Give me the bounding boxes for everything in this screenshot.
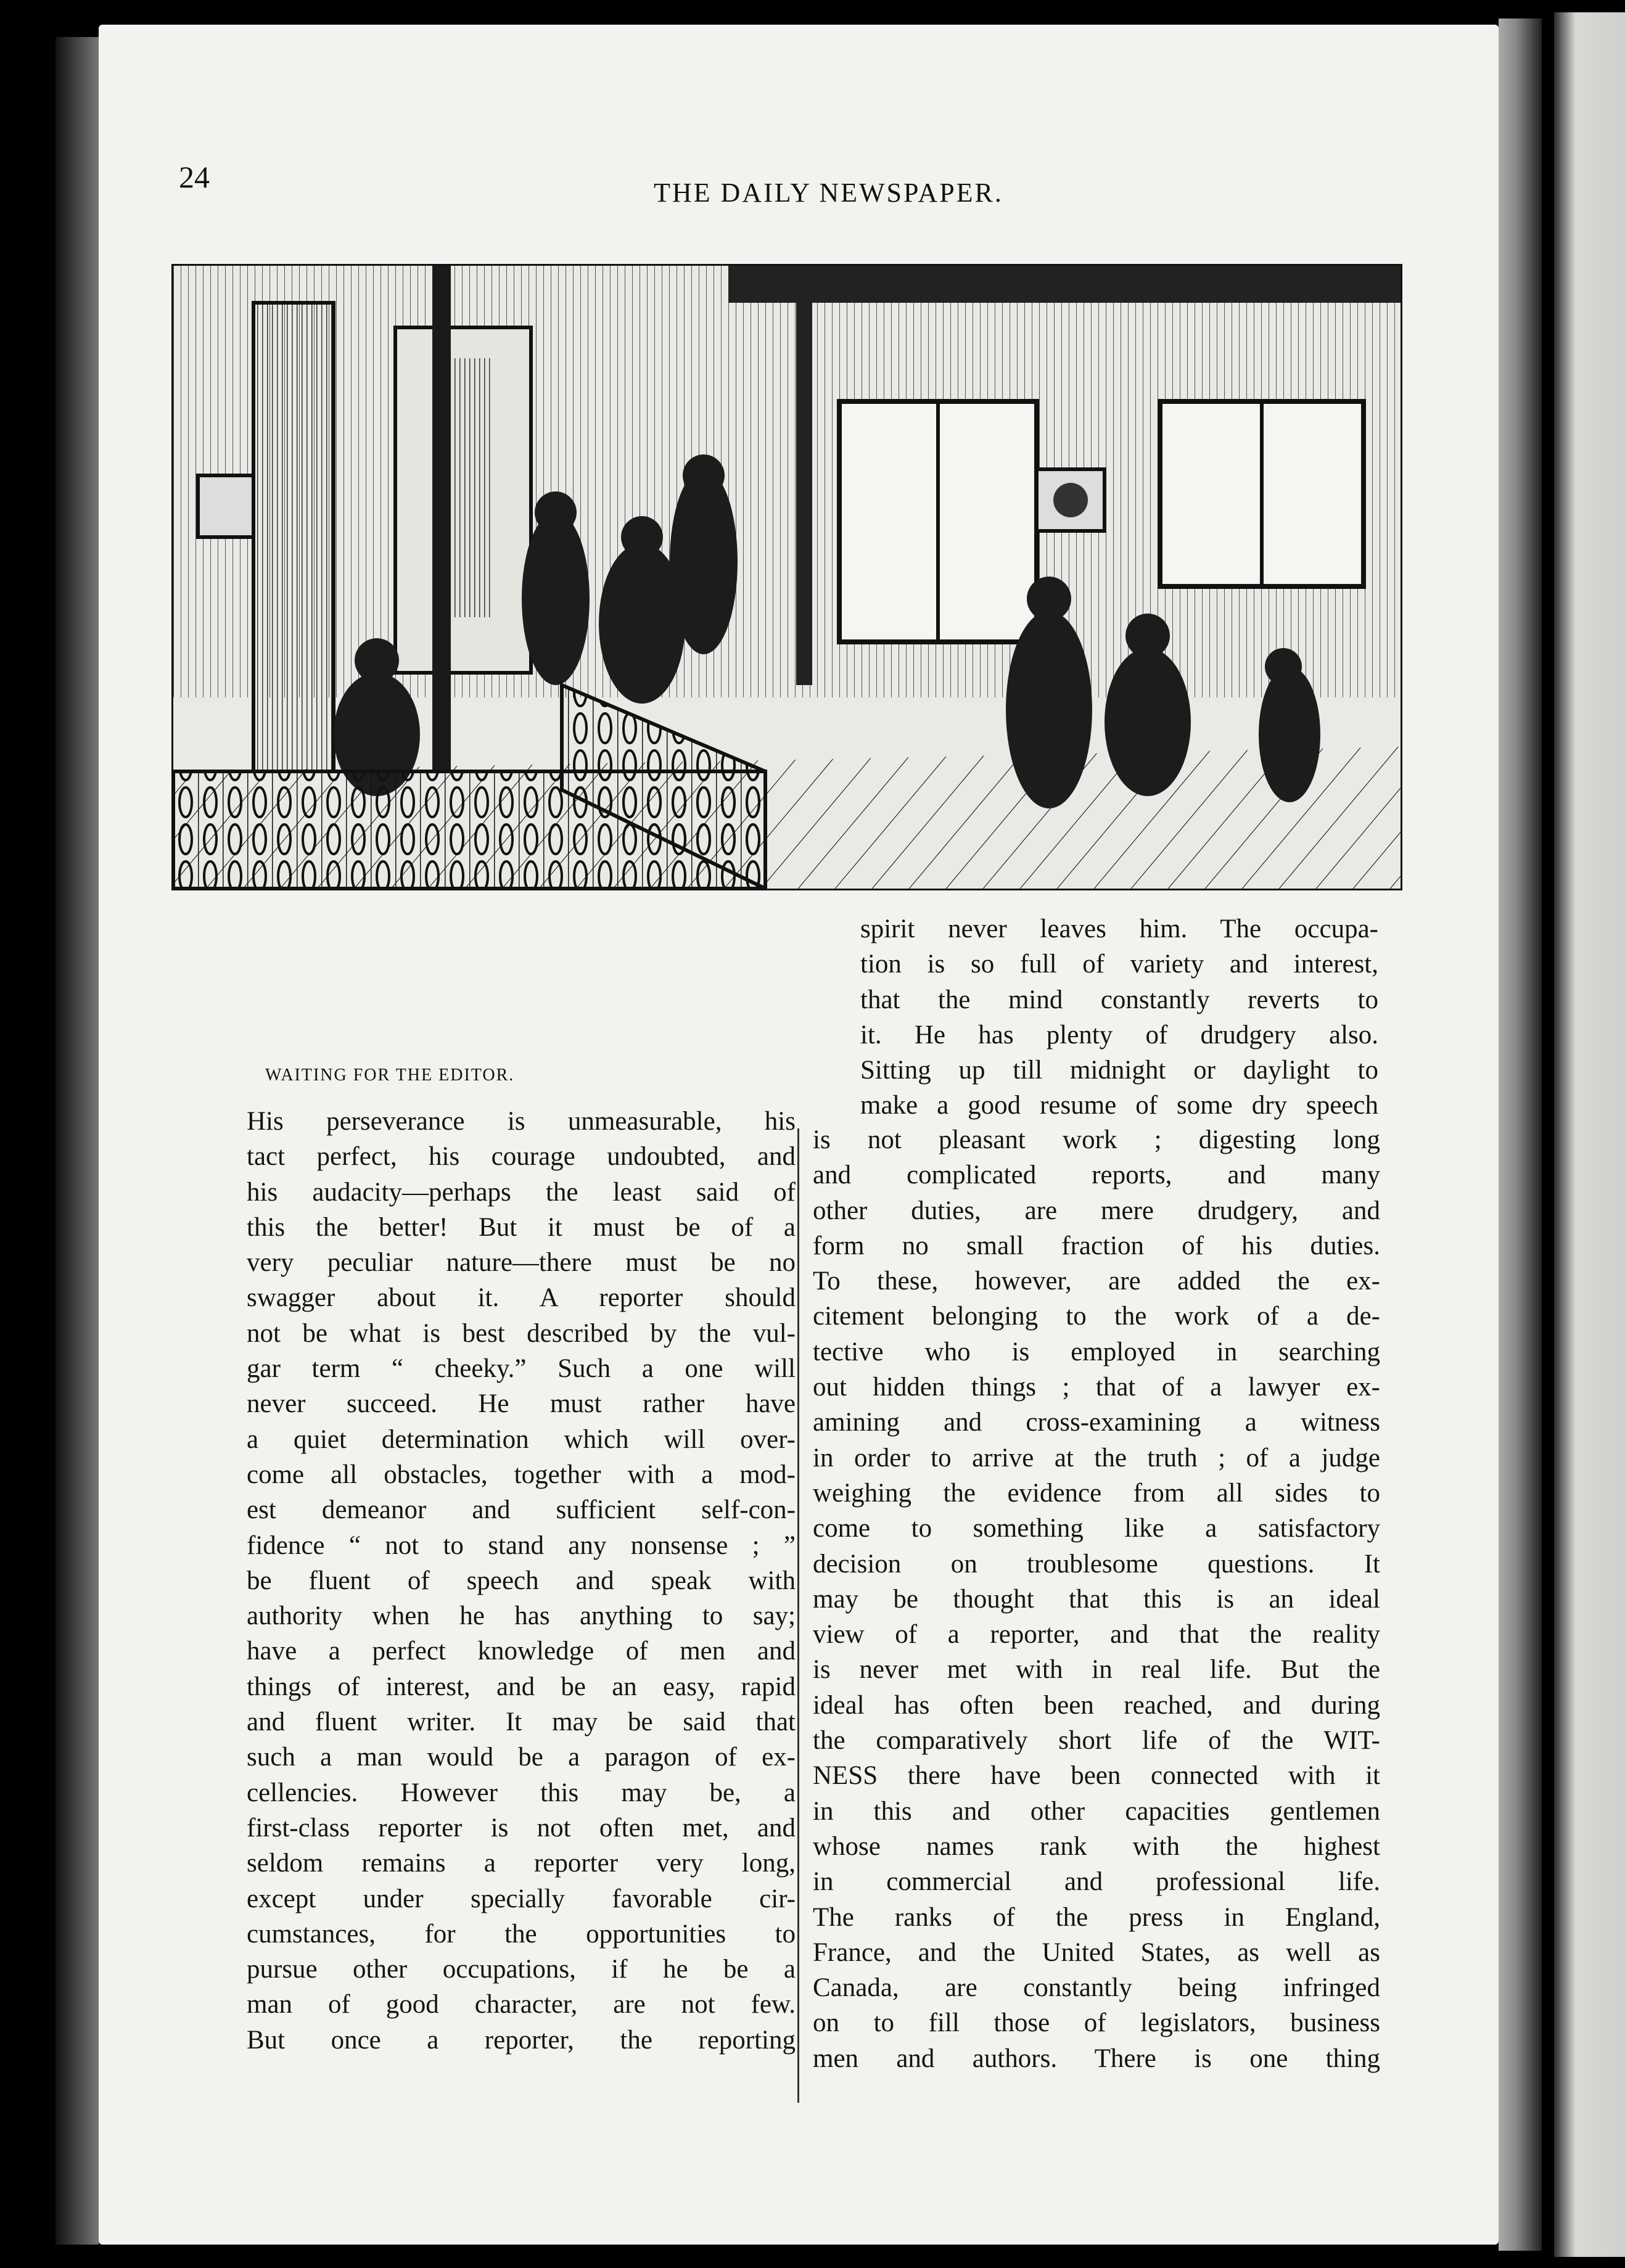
text-line: tion is so full of variety and interest,	[860, 950, 1378, 979]
text-line: in order to arrive at the truth ; of a judge	[813, 1443, 1380, 1473]
text-line: may be thought that this is an ideal	[813, 1584, 1380, 1614]
text-line: never succeed. He must rather have	[247, 1389, 796, 1419]
text-line: first-class reporter is not often met, and	[247, 1813, 796, 1843]
text-line: come to something like a satisfactory	[813, 1514, 1380, 1543]
text-line: that the mind constantly reverts to	[860, 985, 1378, 1014]
text-line: est demeanor and sufficient self-con-	[247, 1495, 796, 1525]
text-line: in this and other capacities gentlemen	[813, 1796, 1380, 1826]
illustration-caption: WAITING FOR THE EDITOR.	[265, 1066, 515, 1085]
text-line: it. He has plenty of drudgery also.	[860, 1020, 1378, 1050]
text-line: pursue other occupations, if he be a	[247, 1955, 796, 1984]
text-line: NESS there have been connected with it	[813, 1761, 1380, 1791]
text-line: such a man would be a paragon of ex-	[247, 1743, 796, 1772]
text-line: make a good resume of some dry speech	[860, 1091, 1378, 1120]
text-line: is never met with in real life. But the	[813, 1655, 1380, 1685]
text-line: gar term “ cheeky.” Such a one will	[247, 1354, 796, 1384]
text-line: Sitting up till midnight or daylight to	[860, 1056, 1378, 1085]
text-line: The ranks of the press in England,	[813, 1902, 1380, 1932]
text-line: this the better! But it must be of a	[247, 1212, 796, 1242]
text-line: To these, however, are added the ex-	[813, 1267, 1380, 1296]
text-line: tective who is employed in searching	[813, 1337, 1380, 1366]
text-line: in commercial and professional life.	[813, 1867, 1380, 1897]
text-line: out hidden things ; that of a lawyer ex-	[813, 1373, 1380, 1402]
text-line: have a perfect knowledge of men and	[247, 1637, 796, 1666]
text-line: France, and the United States, as well as	[813, 1937, 1380, 1967]
text-column-right-top	[860, 911, 1378, 1124]
text-line: seldom remains a reporter very long,	[247, 1849, 796, 1878]
text-line: cellencies. However this may be, a	[247, 1778, 796, 1807]
text-line: things of interest, and be an easy, rapid	[247, 1672, 796, 1701]
text-line: ideal has often been reached, and during	[813, 1690, 1380, 1720]
text-line: cumstances, for the opportunities to	[247, 1919, 796, 1949]
text-line: weighing the evidence from all sides to	[813, 1478, 1380, 1508]
text-line: citement belonging to the work of a de-	[813, 1302, 1380, 1331]
engraving-newsroom-illustration	[171, 264, 1402, 890]
text-column-right	[813, 1122, 1380, 2076]
text-line: is not pleasant work ; digesting long	[813, 1125, 1380, 1154]
text-line: authority when he has anything to say;	[247, 1601, 796, 1631]
text-line: on to fill those of legislators, business	[813, 2008, 1380, 2038]
text-line: the comparatively short life of the WIT-	[813, 1726, 1380, 1756]
text-line: his audacity—perhaps the least said of	[247, 1177, 796, 1207]
running-head: THE DAILY NEWSPAPER.	[654, 178, 1003, 208]
book-gutter-shadow	[56, 37, 99, 2245]
text-line: amining and cross-examining a witness	[813, 1408, 1380, 1437]
text-line: Canada, are constantly being infringed	[813, 1973, 1380, 2003]
page-edge	[1499, 18, 1542, 2251]
text-line: form no small fraction of his duties.	[813, 1231, 1380, 1260]
text-line: men and authors. There is one thing	[813, 2044, 1380, 2073]
text-column-left	[247, 1104, 796, 2058]
text-line: except under specially favorable cir-	[247, 1884, 796, 1913]
text-line: decision on troublesome questions. It	[813, 1549, 1380, 1579]
text-line: not be what is best described by the vul-	[247, 1318, 796, 1348]
text-line: very peculiar nature—there must be no	[247, 1248, 796, 1278]
text-line: fidence “ not to stand any nonsense ; ”	[247, 1530, 796, 1560]
text-line: a quiet determination which will over-	[247, 1424, 796, 1454]
text-line: whose names rank with the highest	[813, 1831, 1380, 1861]
text-line: come all obstacles, together with a mod-	[247, 1460, 796, 1489]
page-number: 24	[179, 160, 210, 194]
text-line: man of good character, are not few.	[247, 1990, 796, 2019]
text-line: But once a reporter, the reporting	[247, 2025, 796, 2055]
column-rule	[797, 1128, 799, 2103]
facing-page-strip	[1554, 12, 1625, 2257]
text-line: be fluent of speech and speak with	[247, 1566, 796, 1595]
text-line: tact perfect, his courage undoubted, and	[247, 1142, 796, 1172]
text-line: and complicated reports, and many	[813, 1161, 1380, 1190]
text-line: His perseverance is unmeasurable, his	[247, 1107, 796, 1136]
text-line: and fluent writer. It may be said that	[247, 1707, 796, 1737]
text-line: swagger about it. A reporter should	[247, 1283, 796, 1313]
text-line: spirit never leaves him. The occupa-	[860, 914, 1378, 943]
text-line: view of a reporter, and that the reality	[813, 1620, 1380, 1650]
text-line: other duties, are mere drudgery, and	[813, 1196, 1380, 1225]
